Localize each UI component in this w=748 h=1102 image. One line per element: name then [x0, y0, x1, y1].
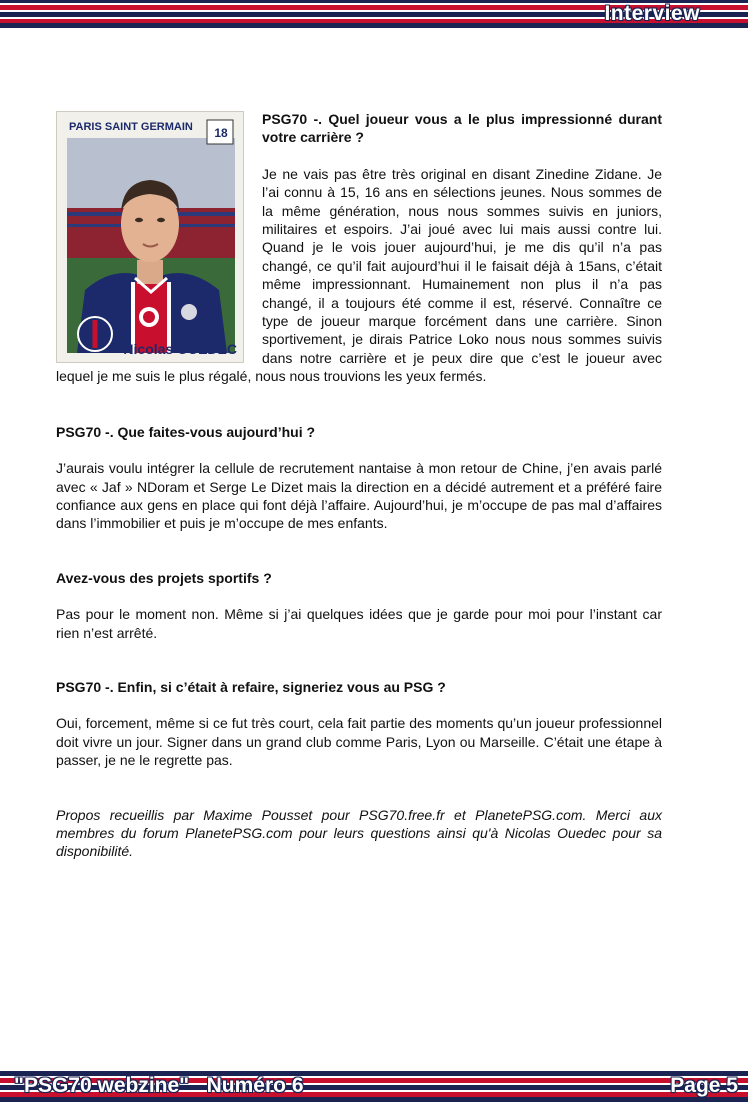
page-number: Page 5 — [670, 1074, 738, 1097]
card-player-name: Nicolas OUEDEC — [123, 340, 237, 357]
section-title: Interview — [604, 2, 700, 25]
question-3: Avez-vous des projets sportifs ? — [56, 569, 272, 586]
article-body — [56, 110, 662, 861]
question-4: PSG70 -. Enfin, si c’était à refaire, signeriez vous au PSG ? — [56, 678, 446, 695]
question-1: PSG70 -. Quel joueur vous a le plus impressionné durant votre carrière ? — [262, 111, 662, 146]
player-photo — [57, 112, 243, 362]
card-number: 18 — [214, 126, 228, 140]
question-2: PSG70 -. Que faites-vous aujourd’hui ? — [56, 423, 316, 440]
answer-1: Je ne vais pas être très original en disant Zinedine Zidane. Je l’ai connu à 15, 16 ans en sélections jeunes. Nous sommes de la même génération, nous nous sommes suivis en juniors, militaires et espoirs. J’ai joué avec lui mais aussi contre lui. Quand je le vois jouer aujourd’hui, je me dis qu’il n’a pas changé, ce qu’il fait aujourd’hui il le faisait déjà à 15ans, c’était même impressionnant. Humainement non plus il n’a pas changé, il a toujours été comme il est, réservé. Connaître ce type de joueur marque forcément dans une carrière. Sinon sportivement, je dirais Patrice Loko nous nous sommes suivis dans notre carrière et je peux dire que c’est le joueur avec lequel je me suis le plus régalé, nous nous trouvions les yeux fermés. — [56, 165, 662, 385]
answer-4: Oui, forcement, même si ce fut très court, cela fait partie des moments qu’un joueur professionnel doit vivre un jour. Signer dans un grand club comme Paris, Lyon ou Marseille. C’était une étape à passer, je ne le regrette pas. — [56, 715, 662, 769]
player-card-image — [56, 111, 244, 363]
webzine-issue-label: "PSG70 webzine" Numéro 6 — [14, 1074, 304, 1097]
interview-credit: Propos recueillis par Maxime Pousset pour PSG70.free.fr et PlanetePSG.com. Merci aux membres du forum PlanetePSG.com pour leurs questions ainsi qu'à Nicolas Ouedec pour sa disponibilité. — [56, 806, 662, 860]
answer-3: Pas pour le moment non. Même si j’ai quelques idées que je garde pour moi pour l’instant car rien n’est arrêté. — [56, 606, 662, 641]
card-club-label: PARIS SAINT GERMAIN — [69, 121, 193, 133]
answer-2: J’aurais voulu intégrer la cellule de recrutement nantaise à mon retour de Chine, j’en avais parlé avec « Jaf » NDoram et Serge Le Dizet mais la direction en a décidé autrement et a préféré faire confiance aux gens en place qui font déjà l’affaire. Aujourd’hui, je m’occupe de pas mal d’affaires dans l’immobilier et puis je m’occupe de mes enfants. — [56, 460, 662, 532]
